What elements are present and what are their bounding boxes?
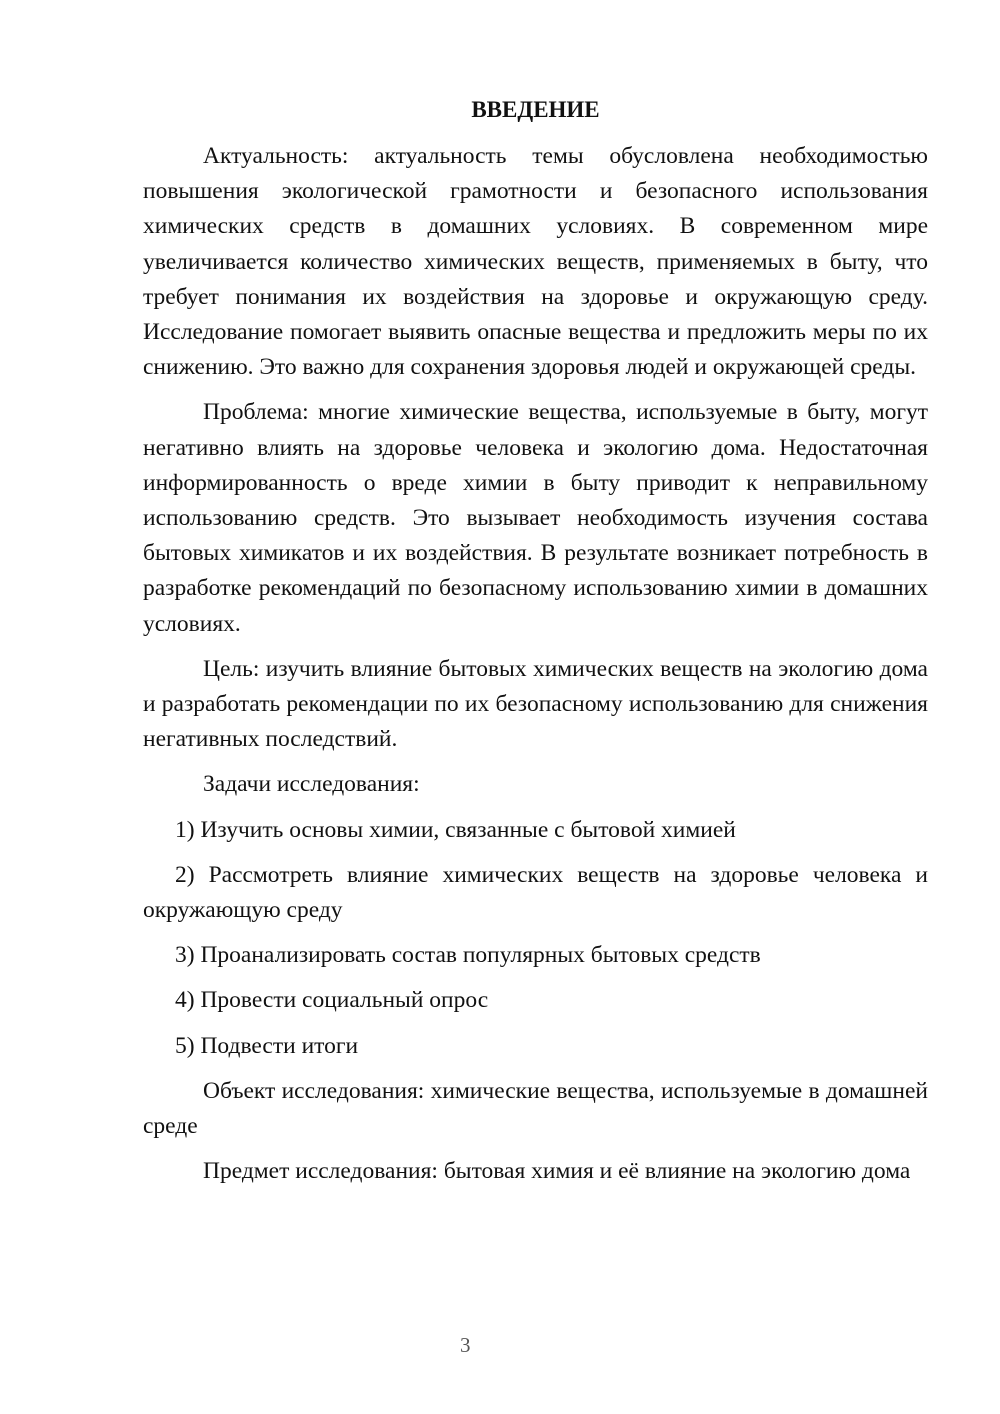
goal-paragraph: Цель: изучить влияние бытовых химических веществ на экологию дома и разработать рекомендации по их безопасному использованию для снижения негативных последствий.	[143, 655, 928, 753]
object-paragraph: Объект исследования: химические вещества, используемые в домашней среде	[143, 1077, 928, 1140]
page-title: ВВЕДЕНИЕ	[471, 97, 600, 122]
tasks-heading: Задачи исследования:	[203, 771, 420, 798]
task-item-5: 5) Подвести итоги	[175, 1032, 359, 1059]
task-item-3: 3) Проанализировать состав популярных бытовых средств	[175, 942, 761, 969]
task-item-2: 2) Рассмотреть влияние химических веществ на здоровье человека и окружающую среду	[143, 861, 928, 924]
page-content	[143, 92, 928, 1199]
subject-paragraph: Предмет исследования: бытовая химия и её влияние на экологию дома	[203, 1158, 911, 1185]
problem-paragraph: Проблема: многие химические вещества, используемые в быту, могут негативно влиять на здоровье человека и экологию дома. Недостаточная информированность о вреде химии в быту приводит к неправильному использованию средств. Это вызывает необходимость изучения состава бытовых химикатов и их воздействия. В результате возникает потребность в разработке рекомендаций по безопасному использованию химии в домашних условиях.	[143, 399, 928, 637]
page-number: 3	[460, 1333, 471, 1357]
relevance-paragraph: Актуальность: актуальность темы обусловлена необходимостью повышения экологической грамотности и безопасного использования химических средств в домашних условиях. В современном мире увеличивается количество химических веществ, применяемых в быту, что требует понимания их воздействия на здоровье и окружающую среду. Исследование помогает выявить опасные вещества и предложить меры по их снижению. Это важно для сохранения здоровья людей и окружающей среды.	[143, 143, 928, 381]
task-item-4: 4) Провести социальный опрос	[175, 987, 489, 1014]
task-item-1: 1) Изучить основы химии, связанные с бытовой химией	[175, 816, 736, 843]
